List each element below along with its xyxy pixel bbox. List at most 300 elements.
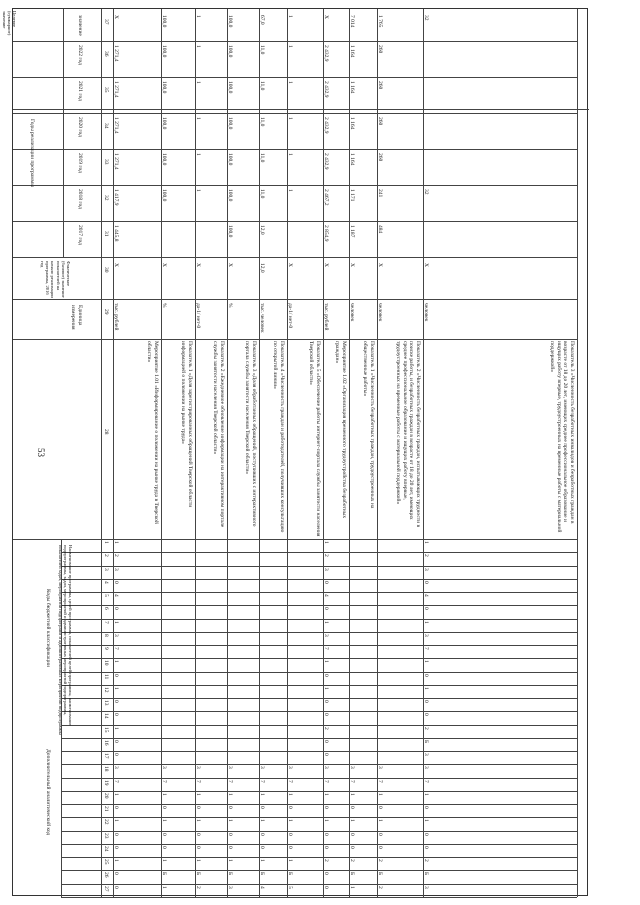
row-unit: человек: [377, 303, 383, 322]
code-cell: 3: [259, 766, 265, 770]
row-base: X: [195, 263, 201, 267]
header-unit: Единица измерения: [70, 305, 83, 330]
code-cell: 0: [377, 845, 383, 849]
row-value: 1 445,8: [113, 225, 119, 242]
row-value: 2 854,9: [323, 225, 329, 242]
column-number: 13: [103, 700, 109, 706]
code-cell: 1: [113, 859, 119, 862]
code-cell: 0: [323, 700, 329, 703]
grid-line: [61, 857, 577, 858]
row-base: X: [423, 263, 429, 267]
code-cell: 0: [227, 806, 233, 809]
code-cell: 1: [323, 660, 329, 664]
code-cell: 0: [287, 832, 293, 836]
column-number: 3: [103, 567, 109, 571]
row-value: 1 271,4: [113, 153, 119, 170]
code-cell: 2: [423, 554, 429, 557]
code-cell: 2: [323, 859, 329, 862]
grid-line: [13, 339, 577, 340]
row-name: Мероприятие 1.02 «Организация временного трудоустройства безработных граждан»: [334, 341, 347, 519]
column-number: 5: [103, 594, 109, 597]
header-additional-code: Дополнительный аналитический код: [45, 749, 51, 836]
code-cell: 7: [259, 779, 265, 783]
row-value: 484: [377, 225, 383, 234]
row-unit: человек: [423, 303, 429, 322]
grid-line: [61, 870, 577, 871]
grid-line: [61, 764, 577, 765]
row-name: Показатель 3 «Доля обработанных обращений, поступивших с интерактивного портала службы занятости населения Тверской области»: [244, 341, 257, 527]
code-cell: 3: [227, 766, 233, 770]
code-cell: 1: [195, 859, 201, 862]
code-cell: 3: [349, 766, 355, 770]
code-cell: 1: [113, 792, 119, 796]
row-value: 1 164: [349, 45, 355, 58]
code-cell: 0: [323, 885, 329, 889]
code-cell: 0: [195, 845, 201, 849]
header-base-value: Фактическое (базовое) значение показателей на начало реализации программы, 2016 год: [39, 261, 71, 298]
row-value: 1: [287, 117, 293, 120]
row-base: X: [227, 263, 233, 267]
header-value: значение: [77, 15, 83, 36]
code-cell: 0: [113, 713, 119, 717]
column-number: 11: [103, 673, 109, 679]
code-cell: 0: [323, 832, 329, 836]
code-cell: 3: [287, 766, 293, 770]
grid-line: [61, 698, 577, 699]
row-name: Показатель 5 «Обеспечение работы интернет-портала службы занятости населения Тверской области»: [308, 341, 321, 537]
row-value: 100,0: [227, 45, 233, 58]
code-cell: 1: [161, 792, 167, 796]
row-value: 2 432,9: [323, 117, 329, 134]
column-number: 6: [103, 607, 109, 611]
row-value: 100,0: [161, 45, 167, 58]
code-cell: 1: [161, 885, 167, 889]
row-value: 1: [287, 189, 293, 192]
column-number: 30: [103, 267, 109, 273]
code-cell: 0: [423, 713, 429, 717]
code-cell: 1: [323, 686, 329, 690]
column-number: 27: [103, 885, 109, 892]
grid-line: [61, 817, 577, 818]
code-cell: 1: [195, 819, 201, 823]
code-cell: 1: [259, 792, 265, 796]
code-cell: 1: [323, 792, 329, 796]
code-cell: 7: [113, 647, 119, 650]
row-unit: тыс. рублей: [323, 303, 329, 331]
code-cell: Б: [423, 872, 429, 876]
grid-line: [61, 672, 577, 673]
code-cell: 0: [423, 673, 429, 677]
row-value: 100,0: [227, 153, 233, 166]
code-cell: 3: [423, 633, 429, 637]
code-cell: 7: [423, 647, 429, 650]
code-cell: 0: [113, 845, 119, 849]
code-cell: 1: [349, 819, 355, 823]
code-cell: 0: [323, 872, 329, 876]
code-cell: 2: [195, 885, 201, 889]
code-cell: 0: [323, 753, 329, 756]
code-cell: 0: [377, 832, 383, 836]
code-cell: 0: [113, 753, 119, 756]
code-cell: 0: [423, 806, 429, 809]
code-cell: 2: [423, 726, 429, 730]
header-year-3: 2019 год: [77, 153, 83, 173]
code-cell: 2: [423, 859, 429, 862]
grid-line: [13, 299, 577, 300]
header-codes-classification: Коды бюджетной классификации: [45, 589, 51, 667]
row-target: 67,0: [259, 15, 265, 25]
grid-line: [61, 645, 577, 646]
code-cell: 0: [323, 713, 329, 717]
code-cell: 0: [287, 845, 293, 849]
code-cell: 1: [287, 819, 293, 823]
grid-line: [61, 658, 577, 659]
grid-line: [13, 539, 577, 540]
column-number: 4: [103, 580, 109, 584]
row-target: 7 014: [349, 15, 355, 28]
row-value: 260: [377, 45, 383, 54]
code-cell: 1: [377, 792, 383, 796]
column-number: 12: [103, 686, 109, 693]
row-value: 100,0: [161, 81, 167, 94]
grid-line: [13, 109, 589, 110]
column-number: 7: [103, 620, 109, 624]
grid-line: [13, 221, 577, 222]
code-cell: 0: [227, 832, 233, 836]
row-value: 100,0: [161, 189, 167, 202]
code-cell: 1: [423, 792, 429, 796]
column-number: 23: [103, 832, 109, 839]
row-value: 1: [195, 117, 201, 120]
code-cell: 7: [227, 779, 233, 783]
code-cell: 1: [227, 859, 233, 862]
row-value: 1 171: [349, 189, 355, 202]
grid-line: [61, 738, 577, 739]
code-cell: 0: [349, 806, 355, 809]
grid-line: [13, 185, 577, 186]
grid-line: [61, 605, 577, 606]
row-value: 1: [287, 153, 293, 156]
column-number: 16: [103, 739, 109, 746]
code-cell: 3: [227, 885, 233, 889]
column-number: 18: [103, 766, 109, 772]
code-cell: 1: [377, 819, 383, 823]
grid-line: [61, 778, 577, 779]
code-cell: 3: [423, 753, 429, 756]
code-cell: 3: [323, 567, 329, 571]
column-number: 19: [103, 779, 109, 786]
code-cell: Б: [161, 872, 167, 876]
code-cell: Б: [227, 872, 233, 876]
code-cell: Б: [195, 872, 201, 876]
grid-line: [61, 552, 577, 553]
row-value: 2 467,2: [323, 189, 329, 206]
column-number: 20: [103, 792, 109, 799]
column-number: 22: [103, 819, 109, 825]
row-value: 2 432,9: [323, 45, 329, 62]
row-base: X: [161, 263, 167, 267]
column-number: 34: [103, 123, 109, 129]
grid-line: [13, 257, 577, 258]
row-value: 2 432,9: [323, 81, 329, 98]
page-number: 53: [36, 448, 46, 457]
code-cell: 0: [377, 806, 383, 809]
code-cell: 1: [227, 792, 233, 796]
row-target: 1: [195, 15, 201, 18]
code-cell: 0: [349, 832, 355, 836]
code-cell: 0: [113, 673, 119, 677]
code-cell: 3: [161, 766, 167, 770]
code-cell: 2: [377, 885, 383, 889]
row-target: 1: [287, 15, 293, 18]
code-cell: 3: [423, 766, 429, 770]
column-number: 37: [103, 19, 109, 25]
code-cell: 1: [113, 819, 119, 823]
code-cell: 0: [195, 832, 201, 836]
code-cell: 0: [323, 845, 329, 849]
code-cell: 4: [259, 885, 265, 889]
code-cell: 0: [113, 700, 119, 703]
code-cell: 1: [287, 859, 293, 862]
row-target: X: [323, 15, 329, 19]
row-value: 1 187: [349, 225, 355, 238]
code-cell: 7: [377, 779, 383, 783]
row-unit: да-1/ нет-0: [195, 303, 201, 329]
row-value: 100,0: [161, 117, 167, 130]
budget-table: [1, 8, 588, 896]
code-cell: 7: [287, 779, 293, 783]
code-cell: 1: [323, 819, 329, 823]
grid-line: [61, 751, 577, 752]
code-cell: 7: [323, 779, 329, 783]
column-number: 24: [103, 845, 109, 852]
column-number: 25: [103, 859, 109, 865]
row-value: 241: [377, 189, 383, 198]
row-value: 100,0: [227, 189, 233, 202]
column-number: 33: [103, 159, 109, 165]
row-unit: тыс. рублей: [113, 303, 119, 331]
column-number: 35: [103, 87, 109, 93]
code-cell: 1: [423, 620, 429, 624]
grid-line: [101, 9, 102, 897]
row-value: 100,0: [227, 81, 233, 94]
code-cell: 1: [113, 660, 119, 664]
row-value: 100,0: [227, 225, 233, 238]
code-cell: 0: [423, 700, 429, 703]
row-unit: %: [161, 303, 167, 308]
column-number: 26: [103, 872, 109, 878]
code-cell: 0: [161, 806, 167, 809]
code-cell: 0: [349, 845, 355, 849]
code-cell: 1: [349, 792, 355, 796]
row-unit: %: [227, 303, 233, 308]
row-value: 260: [377, 81, 383, 90]
code-cell: 1: [287, 792, 293, 796]
grid-line: [577, 9, 578, 897]
row-base: 12,0: [259, 263, 265, 273]
code-cell: 0: [113, 580, 119, 584]
row-value: 1: [287, 45, 293, 48]
row-name: Показатель 3 «Численность безработных инвалидов и безработных граждан в возрасте от 18 до 20 лет, имеющих среднее профессиональное образование и ищущих работу впервые, трудоустроенных на временные работы с материальной поддержкой»: [549, 341, 575, 533]
code-cell: 2: [113, 554, 119, 557]
code-cell: 4: [323, 594, 329, 597]
row-unit: тыс. человек: [259, 303, 265, 333]
code-cell: 7: [323, 647, 329, 650]
header-year-1: 2017 год: [77, 225, 83, 245]
grid-line: [13, 41, 577, 42]
grid-line: [61, 725, 577, 726]
code-cell: 3: [377, 766, 383, 770]
row-name: Мероприятие 1.01 «Информирование о положении на рынке труда в Тверской области»: [146, 341, 159, 524]
row-value: 1: [195, 45, 201, 48]
header-years: Годы реализации программы: [29, 119, 35, 187]
code-cell: 0: [259, 845, 265, 849]
code-cell: Б: [377, 872, 383, 876]
column-number: 36: [103, 51, 109, 57]
row-base: X: [349, 263, 355, 267]
code-cell: 3: [323, 766, 329, 770]
header-year-5: 2021 год: [77, 81, 83, 101]
code-cell: Б: [259, 872, 265, 876]
grid-line: [13, 113, 577, 114]
row-value: 12,0: [259, 225, 265, 235]
row-name: Показатель 4 «Численность граждан и работодателей, получивших консультацию по открытой линии»: [272, 341, 285, 533]
grid-line: [61, 685, 577, 686]
code-cell: 0: [113, 607, 119, 611]
row-value: 260: [377, 117, 383, 126]
code-cell: 1: [323, 620, 329, 624]
code-cell: 0: [259, 832, 265, 836]
code-cell: 2: [349, 859, 355, 862]
code-cell: 0: [227, 845, 233, 849]
grid-line: [63, 9, 64, 257]
code-cell: 0: [287, 806, 293, 809]
row-base: X: [113, 263, 119, 267]
code-cell: 0: [113, 872, 119, 876]
column-number: 21: [103, 806, 109, 812]
column-number: 9: [103, 647, 109, 650]
code-cell: 4: [113, 594, 119, 597]
grid-line: [61, 844, 577, 845]
code-cell: 1: [349, 885, 355, 889]
code-cell: 2: [377, 859, 383, 862]
grid-line: [61, 804, 577, 805]
code-cell: 1: [161, 859, 167, 862]
row-value: 11,0: [259, 153, 265, 163]
code-cell: 0: [113, 832, 119, 836]
code-cell: 1: [259, 859, 265, 862]
code-cell: 0: [423, 845, 429, 849]
row-target: X: [113, 15, 119, 19]
grid-line: [61, 579, 577, 580]
row-base: X: [323, 263, 329, 267]
row-value: 1 164: [349, 153, 355, 166]
column-number: 8: [103, 633, 109, 637]
header-year-4: 2020 год: [77, 117, 83, 137]
code-cell: 7: [161, 779, 167, 783]
code-cell: 1: [423, 541, 429, 544]
code-cell: 4: [423, 594, 429, 597]
code-cell: 3: [323, 633, 329, 637]
code-cell: 1: [323, 541, 329, 544]
row-unit: человек: [349, 303, 355, 322]
row-base: X: [377, 263, 383, 267]
column-number: 29: [103, 309, 109, 315]
column-number: 14: [103, 713, 109, 719]
code-cell: 0: [259, 806, 265, 809]
code-cell: 3: [423, 567, 429, 571]
row-value: 11,0: [259, 45, 265, 55]
row-value: 1 271,4: [113, 117, 119, 134]
code-cell: 1: [423, 819, 429, 823]
column-number: 17: [103, 753, 109, 759]
grid-line: [61, 566, 577, 567]
grid-line: [61, 632, 577, 633]
grid-line: [13, 149, 577, 150]
column-number: 15: [103, 726, 109, 733]
grid-line: [61, 791, 577, 792]
code-cell: 1: [113, 686, 119, 690]
row-value: 1: [287, 81, 293, 84]
code-cell: 3: [195, 766, 201, 770]
grid-line: [61, 884, 577, 885]
row-base: X: [287, 263, 293, 267]
column-number: 32: [103, 195, 109, 201]
code-cell: 1: [423, 686, 429, 690]
code-cell: 3: [113, 567, 119, 571]
code-cell: 0: [423, 580, 429, 584]
column-number: 1: [103, 541, 109, 544]
code-cell: 1: [113, 620, 119, 624]
row-value: 1: [195, 153, 201, 156]
row-name: Показатель 2 «Ежедневное обновление информации на интерактивном портале службы занятости населения Тверской области»: [212, 341, 225, 528]
column-number: 31: [103, 231, 109, 237]
row-value: 11,0: [259, 117, 265, 127]
code-cell: 1: [113, 541, 119, 544]
row-value: 260: [377, 153, 383, 162]
code-cell: 0: [113, 885, 119, 889]
row-value: 1 271,4: [113, 45, 119, 62]
row-target: 32: [423, 15, 429, 21]
header-year-6: 2022 год: [77, 45, 83, 65]
code-cell: 1: [423, 660, 429, 664]
code-cell: 0: [323, 580, 329, 584]
code-cell: 0: [195, 806, 201, 809]
row-value: 1: [195, 81, 201, 84]
code-cell: 0: [323, 806, 329, 809]
code-cell: 0: [161, 845, 167, 849]
row-target: 100,0: [227, 15, 233, 28]
column-number: 2: [103, 554, 109, 557]
code-cell: 1: [161, 819, 167, 823]
row-name: Показатель 1 «Численность безработных граждан, трудоустроенных на общественные работы»: [362, 341, 375, 509]
code-cell: 5: [287, 885, 293, 889]
code-cell: 0: [161, 832, 167, 836]
code-cell: 2: [323, 554, 329, 557]
code-cell: 1: [195, 792, 201, 796]
row-value: 1 164: [349, 81, 355, 94]
row-value: 1 164: [349, 117, 355, 130]
code-cell: 3: [113, 633, 119, 637]
grid-line: [61, 831, 577, 832]
code-cell: 0: [113, 806, 119, 809]
code-cell: 7: [349, 779, 355, 783]
code-cell: 7: [423, 779, 429, 783]
grid-line: [61, 897, 577, 898]
code-cell: 0: [323, 739, 329, 743]
code-cell: 0: [323, 607, 329, 611]
row-name: Показатель 1 «Доля зарегистрированных обращений Тверской области информацией о положении на рынке труда»: [180, 341, 193, 508]
